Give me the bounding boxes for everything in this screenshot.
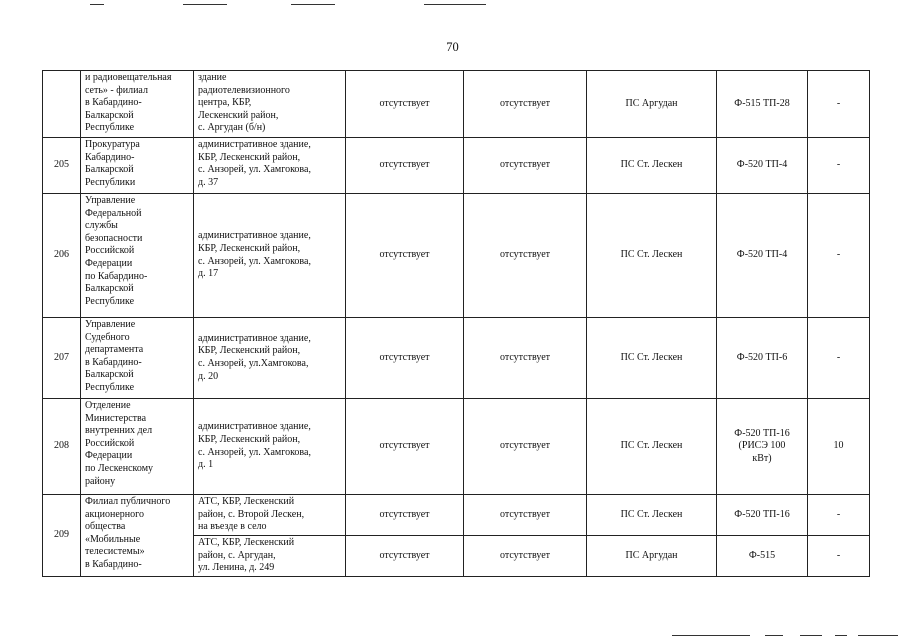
cell-text-line: КБР, Лескенский район, [198, 345, 301, 357]
cell-text-line: КБР, Лескенский район, [198, 151, 301, 163]
cell-text-line: ул. Ленина, д. 249 [198, 562, 275, 574]
cell-text-line: административное здание, [198, 332, 311, 344]
cell-text-line: Ф-520 ТП-4 [736, 249, 788, 261]
organization-cell [81, 318, 194, 399]
header-rule [291, 4, 335, 5]
value-cell: - [808, 318, 870, 399]
address-cell [194, 495, 346, 536]
cell-text-line: Балкарской [85, 164, 134, 176]
table-row [43, 495, 870, 536]
address-cell [194, 71, 346, 138]
cell-text-line: Ф-520 ТП-16 [734, 508, 790, 520]
cell-text-line: в Кабардино- [85, 97, 142, 109]
cell-text-line: общества [85, 521, 126, 533]
value-cell: - [808, 71, 870, 138]
status-cell: отсутствует [346, 318, 464, 399]
substation-cell: ПС Ст. Лескен [587, 495, 717, 536]
cell-text-line: службы [85, 220, 118, 232]
cell-text-line: с. Аргудан (б/н) [198, 122, 266, 134]
cell-text-line: Ф-520 ТП-6 [736, 351, 788, 363]
table-row [43, 399, 870, 495]
status-cell: отсутствует [346, 138, 464, 194]
cell-text-line: и радиовещательная [85, 72, 172, 83]
cell-text-line: Республике [85, 381, 135, 393]
cell-text-line: по Лескенскому [85, 462, 154, 474]
cell-text-line: на въезде в село [198, 521, 267, 533]
status-cell: отсутствует [464, 71, 587, 138]
cell-text-line: Ф-515 ТП-28 [734, 97, 790, 109]
status-cell: отсутствует [464, 495, 587, 536]
cell-text-line: Ф-520 ТП-4 [736, 159, 788, 171]
cell-text-line: Российской [85, 437, 135, 449]
address-cell [194, 536, 346, 577]
row-number-cell: 206 [43, 194, 81, 318]
cell-text-line: Балкарской [85, 283, 134, 295]
cell-text-line: КБР, Лескенский район, [198, 242, 301, 254]
row-number-cell: 207 [43, 318, 81, 399]
status-cell: отсутствует [346, 536, 464, 577]
cell-text-line: району [85, 475, 116, 487]
header-rule [90, 4, 104, 5]
cell-text-line: в Кабардино- [85, 356, 142, 368]
cell-text-line: административное здание, [198, 421, 311, 433]
substation-cell: ПС Ст. Лескен [587, 138, 717, 194]
cell-text-line: Республики [85, 176, 136, 188]
cell-text-line: Балкарской [85, 109, 134, 121]
cell-text-line: район, с. Второй Лескен, [198, 508, 305, 520]
table-row [43, 138, 870, 194]
value-cell: - [808, 495, 870, 536]
status-cell: отсутствует [464, 194, 587, 318]
feeder-cell [717, 71, 808, 138]
cell-text-line: департамента [85, 344, 144, 356]
cell-text-line: д. 1 [198, 459, 214, 471]
row-number-cell: 208 [43, 399, 81, 495]
footer-rule [800, 635, 822, 636]
cell-text-line: д. 37 [198, 176, 219, 188]
cell-text-line: «Мобильные [85, 533, 141, 545]
footer-rule [765, 635, 783, 636]
data-table [42, 70, 870, 577]
cell-text-line: с. Анзорей, ул. Хамгокова, [198, 255, 311, 267]
feeder-cell [717, 399, 808, 495]
cell-text-line: административное здание, [198, 230, 311, 242]
cell-text-line: Республике [85, 122, 135, 134]
cell-text-line: Министерства [85, 412, 147, 424]
substation-cell: ПС Аргудан [587, 536, 717, 577]
status-cell: отсутствует [464, 399, 587, 495]
page-number: 70 [446, 40, 459, 54]
cell-text-line: (РИСЭ 100 [738, 440, 786, 452]
cell-text-line: Ф-515 [748, 549, 776, 561]
cell-text-line: здание [198, 72, 227, 83]
cell-text-line: центра, КБР, [198, 97, 252, 109]
organization-cell [81, 138, 194, 194]
address-cell [194, 138, 346, 194]
feeder-cell [717, 138, 808, 194]
substation-cell: ПС Ст. Лескен [587, 399, 717, 495]
address-cell [194, 318, 346, 399]
cell-text-line: район, с. Аргудан, [198, 549, 276, 561]
row-number-cell [43, 71, 81, 138]
organization-cell [81, 495, 194, 577]
row-number-cell: 209 [43, 495, 81, 577]
status-cell: отсутствует [464, 536, 587, 577]
cell-text-line: с. Анзорей, ул.Хамгокова, [198, 358, 309, 369]
footer-rule [672, 635, 750, 636]
cell-text-line: с. Анзорей, ул. Хамгокова, [198, 164, 311, 176]
cell-text-line: Республике [85, 295, 135, 307]
status-cell: отсутствует [346, 399, 464, 495]
feeder-cell [717, 536, 808, 577]
cell-text-line: Федеральной [85, 207, 142, 219]
cell-text-line: Управление [85, 195, 136, 206]
footer-rule [858, 635, 898, 636]
substation-cell: ПС Аргудан [587, 71, 717, 138]
cell-text-line: Филиал публичного [85, 496, 171, 507]
cell-text-line: АТС, КБР, Лескенский [198, 537, 295, 548]
status-cell: отсутствует [464, 318, 587, 399]
cell-text-line: акционерного [85, 508, 144, 520]
cell-text-line: телесистемы» [85, 546, 145, 558]
header-rule [424, 4, 486, 5]
cell-text-line: КБР, Лескенский район, [198, 433, 301, 445]
feeder-cell [717, 194, 808, 318]
cell-text-line: Судебного [85, 331, 130, 343]
status-cell: отсутствует [346, 194, 464, 318]
status-cell: отсутствует [346, 495, 464, 536]
substation-cell: ПС Ст. Лескен [587, 194, 717, 318]
organization-cell [81, 71, 194, 138]
feeder-cell [717, 495, 808, 536]
cell-text-line: административное здание, [198, 139, 311, 150]
cell-text-line: внутренних дел [85, 425, 153, 437]
table-row [43, 71, 870, 138]
footer-rule [835, 635, 847, 636]
status-cell: отсутствует [346, 71, 464, 138]
cell-text-line: Балкарской [85, 369, 134, 381]
cell-text-line: по Кабардино- [85, 270, 148, 282]
table-row [43, 194, 870, 318]
cell-text-line: Управление [85, 319, 136, 330]
status-cell: отсутствует [464, 138, 587, 194]
value-cell: - [808, 138, 870, 194]
value-cell: - [808, 194, 870, 318]
cell-text-line: Лескенский район, [198, 109, 279, 121]
organization-cell [81, 399, 194, 495]
address-cell [194, 399, 346, 495]
cell-text-line: Отделение [85, 400, 131, 411]
cell-text-line: сеть» - филиал [85, 84, 148, 96]
organization-cell [81, 194, 194, 318]
cell-text-line: Кабардино- [85, 151, 135, 163]
row-number-cell: 205 [43, 138, 81, 194]
cell-text-line: безопасности [85, 232, 143, 244]
value-cell: - [808, 536, 870, 577]
cell-text-line: АТС, КБР, Лескенский [198, 496, 295, 507]
table-row [43, 318, 870, 399]
cell-text-line: Ф-520 ТП-16 [734, 427, 790, 439]
cell-text-line: Прокуратура [85, 139, 140, 150]
cell-text-line: кВт) [752, 452, 772, 464]
substation-cell: ПС Ст. Лескен [587, 318, 717, 399]
cell-text-line: с. Анзорей, ул. Хамгокова, [198, 446, 311, 458]
cell-text-line: Федерации [85, 257, 133, 269]
cell-text-line: радиотелевизионного [198, 84, 290, 96]
cell-text-line: д. 17 [198, 268, 219, 280]
value-cell: 10 [808, 399, 870, 495]
cell-text-line: Федерации [85, 450, 133, 462]
feeder-cell [717, 318, 808, 399]
cell-text-line: д. 20 [198, 370, 219, 382]
address-cell [194, 194, 346, 318]
header-rule [183, 4, 227, 5]
cell-text-line: в Кабардино- [85, 558, 142, 570]
cell-text-line: Российской [85, 245, 135, 257]
